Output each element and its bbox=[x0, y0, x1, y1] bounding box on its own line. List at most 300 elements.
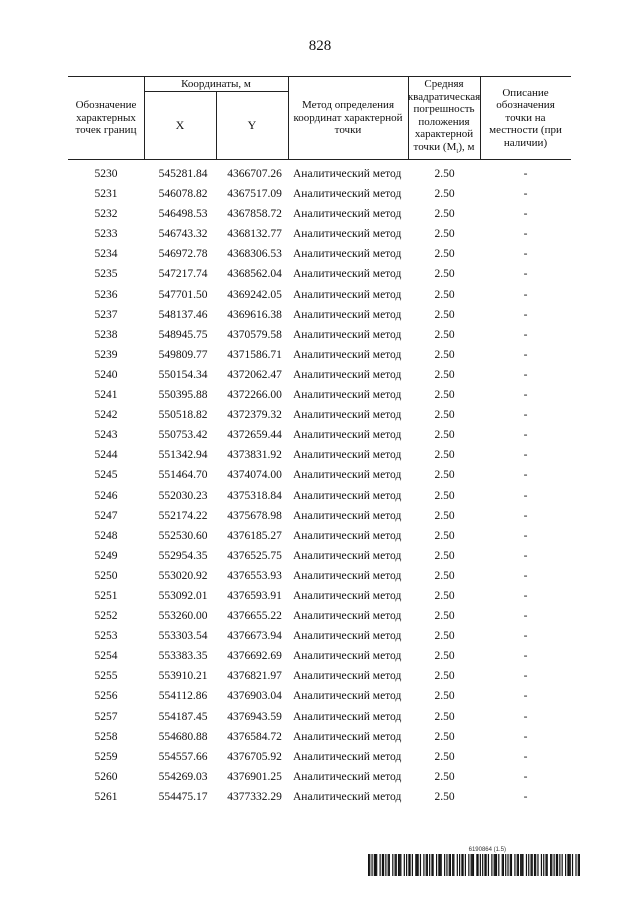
barcode-bar bbox=[420, 854, 421, 876]
cell-method: Аналитический метод bbox=[293, 670, 402, 683]
table-row bbox=[68, 749, 571, 769]
cell-description: - bbox=[523, 248, 528, 261]
barcode-bar bbox=[543, 854, 544, 876]
barcode-bar bbox=[547, 854, 548, 876]
cell-description: - bbox=[523, 409, 528, 422]
cell-error: 2.50 bbox=[434, 228, 455, 241]
cell-description: - bbox=[523, 308, 528, 321]
barcode-bar bbox=[503, 854, 504, 876]
cell-coord-x: 548137.46 bbox=[158, 308, 208, 321]
table-row bbox=[68, 709, 571, 729]
barcode-bar bbox=[399, 854, 400, 876]
barcode-bar bbox=[400, 854, 401, 876]
cell-method: Аналитический метод bbox=[293, 308, 402, 321]
barcode-bar bbox=[495, 854, 496, 876]
cell-error: 2.50 bbox=[434, 630, 455, 643]
barcode-bar bbox=[441, 854, 442, 876]
cell-method: Аналитический метод bbox=[293, 368, 402, 381]
cell-description: - bbox=[523, 589, 528, 602]
barcode-bar bbox=[450, 854, 451, 876]
header-error: Средняя квадратическая погрешность положения характерной точки $(M_t)$, м bbox=[407, 78, 481, 156]
barcode-bar bbox=[416, 854, 417, 876]
barcode-bar bbox=[559, 854, 560, 876]
cell-error: 2.50 bbox=[434, 489, 455, 502]
cell-coord-y: 4371586.71 bbox=[227, 348, 282, 361]
cell-method: Аналитический метод bbox=[293, 288, 402, 301]
barcode-bar bbox=[567, 854, 568, 876]
cell-coord-x: 552030.23 bbox=[158, 489, 208, 502]
cell-description: - bbox=[523, 630, 528, 643]
cell-method: Аналитический метод bbox=[293, 549, 402, 562]
barcode-bar bbox=[565, 854, 566, 876]
barcode-bar bbox=[522, 854, 523, 876]
table-row bbox=[68, 367, 571, 387]
cell-description: - bbox=[523, 489, 528, 502]
cell-description: - bbox=[523, 569, 528, 582]
barcode-bar bbox=[505, 854, 506, 876]
cell-coord-y: 4376692.69 bbox=[227, 650, 282, 663]
cell-coord-x: 554680.88 bbox=[158, 730, 208, 743]
cell-coord-y: 4376593.91 bbox=[227, 589, 282, 602]
cell-coord-y: 4374074.00 bbox=[227, 469, 282, 482]
barcode-bar bbox=[535, 854, 536, 876]
cell-coord-x: 554187.45 bbox=[158, 710, 208, 723]
cell-error: 2.50 bbox=[434, 208, 455, 221]
cell-error: 2.50 bbox=[434, 529, 455, 542]
cell-coord-y: 4376525.75 bbox=[227, 549, 282, 562]
barcode-bar bbox=[484, 854, 485, 876]
cell-method: Аналитический метод bbox=[293, 650, 402, 663]
cell-coord-x: 554269.03 bbox=[158, 770, 208, 783]
cell-coord-x: 553383.35 bbox=[158, 650, 208, 663]
cell-method: Аналитический метод bbox=[293, 248, 402, 261]
cell-point-id: 5261 bbox=[94, 790, 118, 803]
cell-error: 2.50 bbox=[434, 348, 455, 361]
cell-point-id: 5252 bbox=[94, 610, 118, 623]
barcode-image bbox=[368, 854, 580, 876]
cell-point-id: 5245 bbox=[94, 469, 118, 482]
cell-description: - bbox=[523, 790, 528, 803]
barcode-bar bbox=[498, 854, 499, 876]
barcode-bar bbox=[426, 854, 427, 876]
cell-error: 2.50 bbox=[434, 368, 455, 381]
barcode-bar bbox=[472, 854, 473, 876]
table-row bbox=[68, 166, 571, 186]
cell-point-id: 5233 bbox=[94, 228, 118, 241]
table-row bbox=[68, 769, 571, 789]
cell-point-id: 5253 bbox=[94, 630, 118, 643]
cell-description: - bbox=[523, 469, 528, 482]
barcode-bar bbox=[431, 854, 432, 876]
header-x: X bbox=[175, 117, 185, 132]
barcode-bar bbox=[383, 854, 384, 876]
cell-description: - bbox=[523, 610, 528, 623]
barcode-bar bbox=[502, 854, 503, 876]
cell-description: - bbox=[523, 168, 528, 180]
cell-method: Аналитический метод bbox=[293, 449, 402, 462]
cell-coord-x: 552174.22 bbox=[158, 509, 208, 522]
cell-coord-x: 546743.32 bbox=[158, 228, 208, 241]
cell-point-id: 5242 bbox=[94, 409, 118, 422]
barcode-bar bbox=[526, 854, 527, 876]
barcode-bar bbox=[392, 854, 393, 876]
cell-method: Аналитический метод bbox=[293, 348, 402, 361]
barcode-bar bbox=[389, 854, 390, 876]
cell-error: 2.50 bbox=[434, 610, 455, 623]
barcode-bar bbox=[385, 854, 386, 876]
barcode-bar bbox=[518, 854, 519, 876]
cell-method: Аналитический метод bbox=[293, 730, 402, 743]
cell-coord-x: 554112.86 bbox=[158, 690, 208, 703]
cell-coord-y: 4373831.92 bbox=[227, 449, 282, 462]
cell-coord-y: 4375678.98 bbox=[227, 509, 282, 522]
cell-coord-y: 4368132.77 bbox=[227, 228, 282, 241]
cell-point-id: 5259 bbox=[94, 750, 118, 763]
cell-coord-x: 551464.70 bbox=[158, 469, 208, 482]
barcode-bar bbox=[465, 854, 466, 876]
cell-coord-y: 4372659.44 bbox=[227, 429, 282, 442]
barcode-bar bbox=[477, 854, 478, 876]
table-row bbox=[68, 668, 571, 688]
barcode-bar bbox=[554, 854, 555, 876]
barcode-bar bbox=[494, 854, 495, 876]
cell-coord-y: 4376705.92 bbox=[227, 750, 282, 763]
table-row bbox=[68, 206, 571, 226]
barcode-bar bbox=[550, 854, 551, 876]
cell-point-id: 5248 bbox=[94, 529, 118, 542]
cell-coord-x: 552530.60 bbox=[158, 529, 208, 542]
table-row bbox=[68, 447, 571, 467]
header-y: Y bbox=[247, 117, 257, 132]
cell-point-id: 5239 bbox=[94, 348, 118, 361]
cell-method: Аналитический метод bbox=[293, 750, 402, 763]
barcode-bar bbox=[476, 854, 477, 876]
barcode-bar bbox=[572, 854, 573, 876]
cell-point-id: 5237 bbox=[94, 308, 118, 321]
cell-coord-y: 4372266.00 bbox=[227, 389, 282, 402]
cell-coord-x: 552954.35 bbox=[158, 549, 208, 562]
barcode-bar bbox=[511, 854, 512, 876]
cell-point-id: 5243 bbox=[94, 429, 118, 442]
cell-coord-x: 553910.21 bbox=[158, 670, 208, 683]
barcode-bar bbox=[415, 854, 416, 876]
cell-coord-x: 553020.92 bbox=[158, 569, 208, 582]
barcode-bar bbox=[528, 854, 529, 876]
cell-coord-y: 4376901.25 bbox=[227, 770, 282, 783]
cell-point-id: 5257 bbox=[94, 710, 118, 723]
cell-coord-x: 546972.78 bbox=[158, 248, 208, 261]
barcode-bar bbox=[532, 854, 533, 876]
cell-method: Аналитический метод bbox=[293, 610, 402, 623]
cell-coord-y: 4376655.22 bbox=[227, 610, 282, 623]
barcode-bar bbox=[507, 854, 508, 876]
barcode-bar bbox=[473, 854, 474, 876]
barcode-bar bbox=[471, 854, 472, 876]
cell-coord-y: 4376185.27 bbox=[227, 529, 282, 542]
barcode-bar bbox=[376, 854, 377, 876]
barcode-bar bbox=[514, 854, 515, 876]
table-row bbox=[68, 688, 571, 708]
cell-coord-y: 4375318.84 bbox=[227, 489, 282, 502]
barcode-bar bbox=[521, 854, 522, 876]
barcode-bar bbox=[491, 854, 492, 876]
barcode-bar bbox=[449, 854, 450, 876]
cell-method: Аналитический метод bbox=[293, 469, 402, 482]
cell-point-id: 5250 bbox=[94, 569, 118, 582]
cell-error: 2.50 bbox=[434, 308, 455, 321]
cell-error: 2.50 bbox=[434, 790, 455, 803]
cell-coord-y: 4370579.58 bbox=[227, 328, 282, 341]
cell-error: 2.50 bbox=[434, 509, 455, 522]
barcode-bar bbox=[375, 854, 376, 876]
barcode-bar bbox=[570, 854, 571, 876]
cell-method: Аналитический метод bbox=[293, 208, 402, 221]
cell-description: - bbox=[523, 650, 528, 663]
cell-point-id: 5246 bbox=[94, 489, 118, 502]
table-row bbox=[68, 588, 571, 608]
table-header bbox=[68, 76, 571, 160]
cell-description: - bbox=[523, 328, 528, 341]
cell-error: 2.50 bbox=[434, 328, 455, 341]
barcode-bar bbox=[382, 854, 383, 876]
cell-error: 2.50 bbox=[434, 770, 455, 783]
header-point: Обозначение характерных точек границ bbox=[75, 99, 137, 137]
barcode-bar bbox=[575, 854, 576, 876]
table-row bbox=[68, 488, 571, 508]
table-row bbox=[68, 508, 571, 528]
table-row bbox=[68, 789, 571, 809]
cell-point-id: 5258 bbox=[94, 730, 118, 743]
cell-coord-y: 4376943.59 bbox=[227, 710, 282, 723]
cell-coord-x: 549809.77 bbox=[158, 348, 208, 361]
barcode-bar bbox=[568, 854, 569, 876]
table-row bbox=[68, 266, 571, 286]
barcode-bar bbox=[369, 854, 370, 876]
cell-error: 2.50 bbox=[434, 248, 455, 261]
barcode-bar bbox=[537, 854, 538, 876]
barcode-bar bbox=[459, 854, 460, 876]
cell-error: 2.50 bbox=[434, 449, 455, 462]
cell-point-id: 5234 bbox=[94, 248, 118, 261]
cell-coord-y: 4376553.93 bbox=[227, 569, 282, 582]
cell-description: - bbox=[523, 188, 528, 201]
barcode-bar bbox=[380, 854, 381, 876]
cell-error: 2.50 bbox=[434, 750, 455, 763]
cell-coord-x: 546078.82 bbox=[158, 188, 208, 201]
cell-method: Аналитический метод bbox=[293, 188, 402, 201]
barcode-bar bbox=[388, 854, 389, 876]
cell-point-id: 5236 bbox=[94, 288, 118, 301]
cell-method: Аналитический метод bbox=[293, 429, 402, 442]
cell-method: Аналитический метод bbox=[293, 389, 402, 402]
table-row bbox=[68, 246, 571, 266]
cell-coord-x: 554475.17 bbox=[158, 790, 208, 803]
cell-coord-x: 553092.01 bbox=[158, 589, 208, 602]
barcode-bar bbox=[368, 854, 369, 876]
cell-error: 2.50 bbox=[434, 690, 455, 703]
table-row bbox=[68, 327, 571, 347]
cell-description: - bbox=[523, 670, 528, 683]
cell-method: Аналитический метод bbox=[293, 328, 402, 341]
cell-coord-x: 547701.50 bbox=[158, 288, 208, 301]
cell-method: Аналитический метод bbox=[293, 529, 402, 542]
barcode-bar bbox=[444, 854, 445, 876]
barcode-bar bbox=[446, 854, 447, 876]
barcode-bar bbox=[520, 854, 521, 876]
table-row bbox=[68, 729, 571, 749]
barcode-bar bbox=[423, 854, 424, 876]
cell-error: 2.50 bbox=[434, 730, 455, 743]
barcode-bar bbox=[541, 854, 542, 876]
cell-point-id: 5247 bbox=[94, 509, 118, 522]
barcode-bar bbox=[461, 854, 462, 876]
cell-method: Аналитический метод bbox=[293, 168, 402, 180]
cell-coord-y: 4367517.09 bbox=[227, 188, 282, 201]
cell-coord-x: 554557.66 bbox=[158, 750, 208, 763]
header-method: Метод определения координат характерной точки bbox=[293, 99, 403, 137]
cell-coord-y: 4369242.05 bbox=[227, 288, 282, 301]
cell-method: Аналитический метод bbox=[293, 770, 402, 783]
cell-description: - bbox=[523, 730, 528, 743]
cell-error: 2.50 bbox=[434, 670, 455, 683]
cell-error: 2.50 bbox=[434, 589, 455, 602]
cell-description: - bbox=[523, 770, 528, 783]
cell-error: 2.50 bbox=[434, 569, 455, 582]
table-body bbox=[68, 166, 571, 809]
barcode-bar bbox=[404, 854, 405, 876]
barcode-bar bbox=[517, 854, 518, 876]
cell-point-id: 5244 bbox=[94, 449, 118, 462]
cell-coord-x: 548945.75 bbox=[158, 328, 208, 341]
barcode-bar bbox=[438, 854, 439, 876]
cell-point-id: 5231 bbox=[94, 188, 118, 201]
cell-description: - bbox=[523, 449, 528, 462]
cell-error: 2.50 bbox=[434, 188, 455, 201]
cell-method: Аналитический метод bbox=[293, 790, 402, 803]
cell-method: Аналитический метод bbox=[293, 690, 402, 703]
cell-coord-x: 550753.42 bbox=[158, 429, 208, 442]
cell-coord-y: 4376903.04 bbox=[227, 690, 282, 703]
cell-method: Аналитический метод bbox=[293, 509, 402, 522]
cell-point-id: 5249 bbox=[94, 549, 118, 562]
cell-point-id: 5255 bbox=[94, 670, 118, 683]
cell-coord-y: 4376673.94 bbox=[227, 630, 282, 643]
cell-method: Аналитический метод bbox=[293, 710, 402, 723]
cell-description: - bbox=[523, 509, 528, 522]
table-row bbox=[68, 548, 571, 568]
cell-description: - bbox=[523, 690, 528, 703]
table-row bbox=[68, 648, 571, 668]
cell-error: 2.50 bbox=[434, 469, 455, 482]
barcode-bar bbox=[530, 854, 531, 876]
barcode-bar bbox=[408, 854, 409, 876]
cell-description: - bbox=[523, 429, 528, 442]
cell-description: - bbox=[523, 288, 528, 301]
barcode-bar bbox=[556, 854, 557, 876]
cell-point-id: 5230 bbox=[94, 168, 118, 180]
cell-error: 2.50 bbox=[434, 549, 455, 562]
cell-description: - bbox=[523, 529, 528, 542]
barcode-bar bbox=[482, 854, 483, 876]
cell-coord-y: 4368306.53 bbox=[227, 248, 282, 261]
cell-point-id: 5232 bbox=[94, 208, 118, 221]
cell-coord-y: 4368562.04 bbox=[227, 268, 282, 281]
cell-point-id: 5241 bbox=[94, 389, 118, 402]
barcode-bar bbox=[488, 854, 489, 876]
cell-description: - bbox=[523, 389, 528, 402]
barcode-bar bbox=[545, 854, 546, 876]
cell-error: 2.50 bbox=[434, 168, 455, 180]
barcode bbox=[368, 846, 580, 881]
barcode-bar bbox=[578, 854, 579, 876]
barcode-bar bbox=[427, 854, 428, 876]
cell-coord-x: 550395.88 bbox=[158, 389, 208, 402]
cell-error: 2.50 bbox=[434, 650, 455, 663]
barcode-bar bbox=[468, 854, 469, 876]
cell-description: - bbox=[523, 268, 528, 281]
cell-error: 2.50 bbox=[434, 429, 455, 442]
barcode-bar bbox=[371, 854, 372, 876]
barcode-bar bbox=[557, 854, 558, 876]
barcode-bar bbox=[418, 854, 419, 876]
table-row bbox=[68, 608, 571, 628]
cell-coord-x: 546498.53 bbox=[158, 208, 208, 221]
cell-point-id: 5238 bbox=[94, 328, 118, 341]
cell-description: - bbox=[523, 549, 528, 562]
barcode-bar bbox=[429, 854, 430, 876]
cell-coord-y: 4372062.47 bbox=[227, 368, 282, 381]
barcode-bar bbox=[480, 854, 481, 876]
table-row bbox=[68, 427, 571, 447]
cell-point-id: 5256 bbox=[94, 690, 118, 703]
barcode-bar bbox=[462, 854, 463, 876]
header-description: Описание обозначения точки на местности (при наличии) bbox=[489, 86, 562, 149]
barcode-bar bbox=[551, 854, 552, 876]
cell-coord-x: 553260.00 bbox=[158, 610, 208, 623]
cell-description: - bbox=[523, 368, 528, 381]
cell-error: 2.50 bbox=[434, 409, 455, 422]
table-row bbox=[68, 528, 571, 548]
barcode-text: 6190864 (1.5) bbox=[468, 847, 506, 853]
cell-coord-x: 545281.84 bbox=[158, 168, 208, 180]
cell-method: Аналитический метод bbox=[293, 228, 402, 241]
cell-method: Аналитический метод bbox=[293, 489, 402, 502]
barcode-bar bbox=[534, 854, 535, 876]
cell-coord-x: 550518.82 bbox=[158, 409, 208, 422]
cell-description: - bbox=[523, 348, 528, 361]
cell-point-id: 5235 bbox=[94, 268, 118, 281]
table-row bbox=[68, 287, 571, 307]
cell-method: Аналитический метод bbox=[293, 630, 402, 643]
barcode-bar bbox=[496, 854, 497, 876]
table-row bbox=[68, 467, 571, 487]
table-row bbox=[68, 628, 571, 648]
table-row bbox=[68, 307, 571, 327]
cell-point-id: 5251 bbox=[94, 589, 118, 602]
barcode-bar bbox=[562, 854, 563, 876]
barcode-bar bbox=[374, 854, 375, 876]
cell-method: Аналитический метод bbox=[293, 268, 402, 281]
table-row bbox=[68, 568, 571, 588]
cell-description: - bbox=[523, 710, 528, 723]
barcode-bar bbox=[398, 854, 399, 876]
cell-coord-y: 4372379.32 bbox=[227, 409, 282, 422]
barcode-bar bbox=[436, 854, 437, 876]
cell-description: - bbox=[523, 228, 528, 241]
table-row bbox=[68, 226, 571, 246]
barcode-bar bbox=[409, 854, 410, 876]
cell-point-id: 5260 bbox=[94, 770, 118, 783]
